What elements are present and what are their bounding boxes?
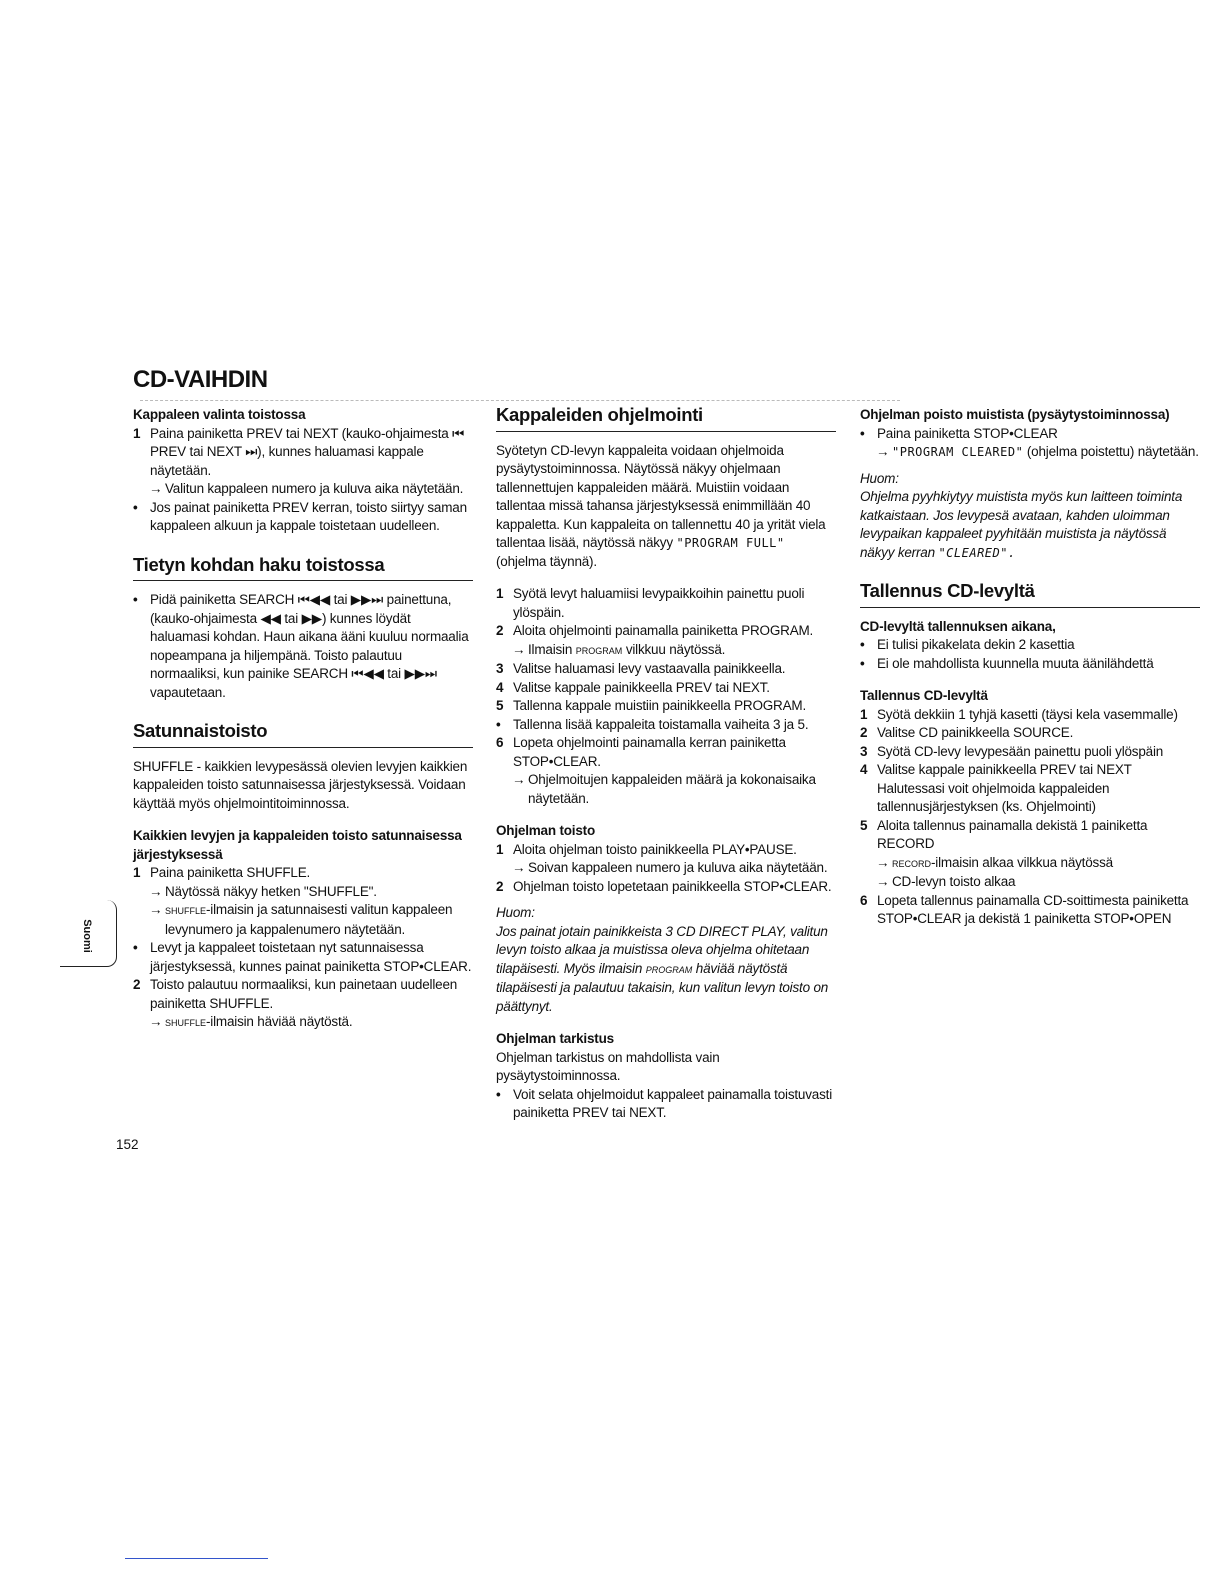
step-item: 1 Syötä levyt haluamiisi levypaikkoihin painettu puoli ylöspäin. bbox=[496, 586, 805, 620]
step-item: 5 Tallenna kappale muistiin painikkeella PROGRAM. bbox=[496, 698, 806, 713]
bullet-icon: • bbox=[860, 637, 865, 652]
lcd-text: "CLEARED". bbox=[938, 545, 1016, 560]
section-title: Kappaleiden ohjelmointi bbox=[496, 406, 836, 432]
result-line: → Ohjelmoitujen kappaleiden määrä ja kokonaisaika näytetään. bbox=[512, 772, 816, 806]
step-item: 6 Lopeta ohjelmointi painamalla kerran painiketta STOP•CLEAR. bbox=[496, 735, 786, 769]
header-divider bbox=[140, 400, 900, 401]
bullet-icon: • bbox=[496, 716, 501, 732]
bullet-icon: • bbox=[496, 1086, 501, 1102]
arrow-icon: → bbox=[876, 874, 890, 889]
arrow-icon: → bbox=[149, 883, 163, 899]
section-heading: Ohjelman toisto bbox=[496, 823, 596, 838]
bullet-item: • Ei ole mahdollista kuunnella muuta äänilähdettä bbox=[860, 655, 1200, 674]
section-heading: Ohjelman tarkistus bbox=[496, 1031, 614, 1046]
arrow-icon: → bbox=[876, 854, 890, 870]
column-middle bbox=[496, 406, 836, 1123]
result-line: → "PROGRAM CLEARED" (ohjelma poistettu) näytetään. bbox=[860, 443, 1200, 462]
column-left bbox=[133, 406, 473, 1033]
step-item: 2 Ohjelman toisto lopetetaan painikkeella STOP•CLEAR. bbox=[496, 878, 832, 894]
arrow-icon: → bbox=[512, 641, 526, 657]
lcd-text: "PROGRAM FULL" bbox=[676, 536, 785, 550]
bullet-icon: • bbox=[133, 940, 138, 955]
section-heading: Kaikkien levyjen ja kappaleiden toisto satunnaisessa järjestyksessä bbox=[133, 828, 462, 862]
note-label: Huom: bbox=[496, 905, 535, 920]
step-item: 1 Aloita ohjelman toisto painikkeella PLAY•PAUSE. bbox=[496, 841, 797, 857]
step-item: 2 Toisto palautuu normaaliksi, kun painetaan uudelleen painiketta SHUFFLE. bbox=[133, 977, 458, 1011]
section-heading: Tallennus CD-levyltä bbox=[860, 688, 988, 703]
step-item: 2 Aloita ohjelmointi painamalla painiketta PROGRAM. bbox=[496, 623, 814, 638]
bullet-item: • Levyt ja kappaleet toistetaan nyt satunnaisessa järjestyksessä, kunnes painat painiketta STOP•CLEAR. bbox=[133, 940, 472, 974]
paragraph: Syötetyn CD-levyn kappaleita voidaan ohjelmoida pysäytystoiminnossa. Näytössä näkyy ohjelmaan tallennettujen kappaleiden määrä. Muistiin voidaan tallentaa missä tahansa järjestyksessä enimmillään 40 kappaletta. Kun kappaleita on tallennettu 40 ja yrität viela tallentaa lisää, näytössä näkyy "PROGRAM FULL" (ohjelma täynnä). bbox=[496, 442, 826, 569]
page-title: CD-VAIHDIN bbox=[133, 366, 268, 393]
arrow-icon: → bbox=[149, 1014, 163, 1029]
bullet-item: • Tallenna lisää kappaleita toistamalla vaiheita 3 ja 5. bbox=[496, 716, 836, 735]
note-text: Jos painat jotain painikkeista 3 CD DIRECT PLAY, valitun levyn toisto alkaa ja muistissa oleva ohjelma ohitetaan tilapäisesti. Myös ilmaisin PROGRAM häviää näytöstä tilapäisesti ja palautuu takaisin, kun valitun levyn toisto on päättynyt. bbox=[496, 923, 829, 1014]
bullet-icon: • bbox=[133, 499, 138, 515]
bullet-item: • Voit selata ohjelmoidut kappaleet painamalla toistuvasti painiketta PREV tai NEXT. bbox=[496, 1086, 833, 1120]
arrow-icon: → bbox=[149, 902, 163, 917]
note-label: Huom: bbox=[860, 470, 899, 486]
section-heading: Kappaleen valinta toistossa bbox=[133, 407, 306, 422]
result-line: → Soivan kappaleen numero ja kuluva aika näytetään. bbox=[496, 859, 836, 878]
bullet-item: • Ei tulisi pikakelata dekin 2 kasettia bbox=[860, 636, 1200, 655]
section-title: Tallennus CD-levyltä bbox=[860, 582, 1200, 608]
step-item: 1 Paina painiketta PREV tai NEXT (kauko-ohjaimesta ⏮ PREV tai NEXT ⏭), kunnes haluamasi kappale näytetään. bbox=[133, 425, 465, 478]
result-line: → Näytössä näkyy hetken "SHUFFLE". bbox=[133, 883, 473, 902]
shuffle-indicator: SHUFFLE bbox=[165, 906, 207, 916]
step-continuation: Halutessasi voit ohjelmoida kappaleiden tallennusjärjestyksen (ks. Ohjelmointi) bbox=[877, 780, 1110, 814]
result-line: → RECORD-ilmaisin alkaa vilkkua näytössä bbox=[860, 854, 1200, 874]
section-title: Satunnaistoisto bbox=[133, 722, 473, 748]
step-item: 1 Syötä dekkiin 1 tyhjä kasetti (täysi kela vasemmalle) bbox=[860, 706, 1178, 722]
arrow-icon: → bbox=[876, 444, 890, 459]
arrow-icon: → bbox=[512, 860, 526, 875]
note-text: Ohjelma pyyhkiytyy muistista myös kun laitteen toiminta katkaistaan. Jos levypesä avataan, kahden uloimman levypaikan kappaleet pyyhitään muistista ja näytössä näkyy kerran "CLEARED". bbox=[860, 489, 1183, 560]
result-line: → Ilmaisin PROGRAM vilkkuu näytössä. bbox=[496, 641, 836, 661]
step-item: 4 Valitse kappale painikkeella PREV tai NEXT. bbox=[496, 679, 770, 695]
step-item: 3 Valitse haluamasi levy vastaavalla painikkeella. bbox=[496, 661, 786, 676]
page-number: 152 bbox=[116, 1137, 139, 1152]
result-line: → Valitun kappaleen numero ja kuluva aika näytetään. bbox=[133, 480, 473, 499]
column-right bbox=[860, 406, 1200, 929]
step-item: 5 Aloita tallennus painamalla dekistä 1 painiketta RECORD bbox=[860, 817, 1148, 851]
section-heading: Ohjelman poisto muistista (pysäytystoiminnossa) bbox=[860, 407, 1170, 422]
step-item: 6 Lopeta tallennus painamalla CD-soittimesta painiketta STOP•CLEAR ja dekistä 1 painiketta STOP•OPEN bbox=[860, 892, 1189, 926]
shuffle-indicator: SHUFFLE bbox=[165, 1018, 207, 1028]
section-heading: CD-levyltä tallennuksen aikana, bbox=[860, 618, 1056, 634]
record-indicator: RECORD bbox=[892, 858, 932, 869]
bottom-rule bbox=[125, 1558, 268, 1559]
program-indicator: PROGRAM bbox=[645, 964, 693, 975]
bullet-item: • Paina painiketta STOP•CLEAR bbox=[860, 425, 1200, 444]
bullet-icon: • bbox=[860, 425, 865, 441]
paragraph: SHUFFLE - kaikkien levypesässä olevien levyjen kaikkien kappaleiden toisto satunnaisessa järjestyksessä. Voidaan käyttää myös ohjelmointitoiminnossa. bbox=[133, 758, 468, 811]
step-item: 3 Syötä CD-levy levypesään painettu puoli ylöspäin bbox=[860, 743, 1164, 759]
bullet-item: • Pidä painiketta SEARCH ⏮◀◀ tai ▶▶⏭ painettuna, (kauko-ohjaimesta ◀◀ tai ▶▶) kunnes löydät haluamasi kohdan. Haun aikana ääni kuuluu normaalia nopeampana ja hiljempänä. Toisto palautuu normaaliksi, kun painike SEARCH ⏮◀◀ tai ▶▶⏭ vapautetaan. bbox=[133, 592, 469, 700]
result-line: → SHUFFLE-ilmaisin ja satunnaisesti valitun kappaleen levynumero ja kappalenumero näytetään. bbox=[149, 902, 453, 937]
step-item: 4 Valitse kappale painikkeella PREV tai NEXT bbox=[860, 762, 1132, 777]
arrow-icon: → bbox=[149, 481, 163, 496]
paragraph: Ohjelman tarkistus on mahdollista vain pysäytystoiminnossa. bbox=[496, 1049, 720, 1083]
step-item: 2 Valitse CD painikkeella SOURCE. bbox=[860, 725, 1074, 740]
bullet-icon: • bbox=[133, 592, 138, 607]
arrow-icon: → bbox=[512, 772, 526, 787]
lcd-text: "PROGRAM CLEARED" bbox=[892, 445, 1024, 459]
section-title: Tietyn kohdan haku toistossa bbox=[133, 556, 473, 582]
result-line: → CD-levyn toisto alkaa bbox=[860, 873, 1200, 892]
bullet-icon: • bbox=[860, 655, 865, 671]
program-indicator: PROGRAM bbox=[575, 645, 623, 656]
step-item: 1 Paina painiketta SHUFFLE. bbox=[133, 865, 311, 880]
language-tab: Suomi bbox=[60, 900, 117, 967]
bullet-item: • Jos painat painiketta PREV kerran, toisto siirtyy saman kappaleen alkuun ja kappale toistetaan uudelleen. bbox=[133, 499, 467, 533]
result-line: → SHUFFLE-ilmaisin häviää näytöstä. bbox=[133, 1013, 473, 1033]
